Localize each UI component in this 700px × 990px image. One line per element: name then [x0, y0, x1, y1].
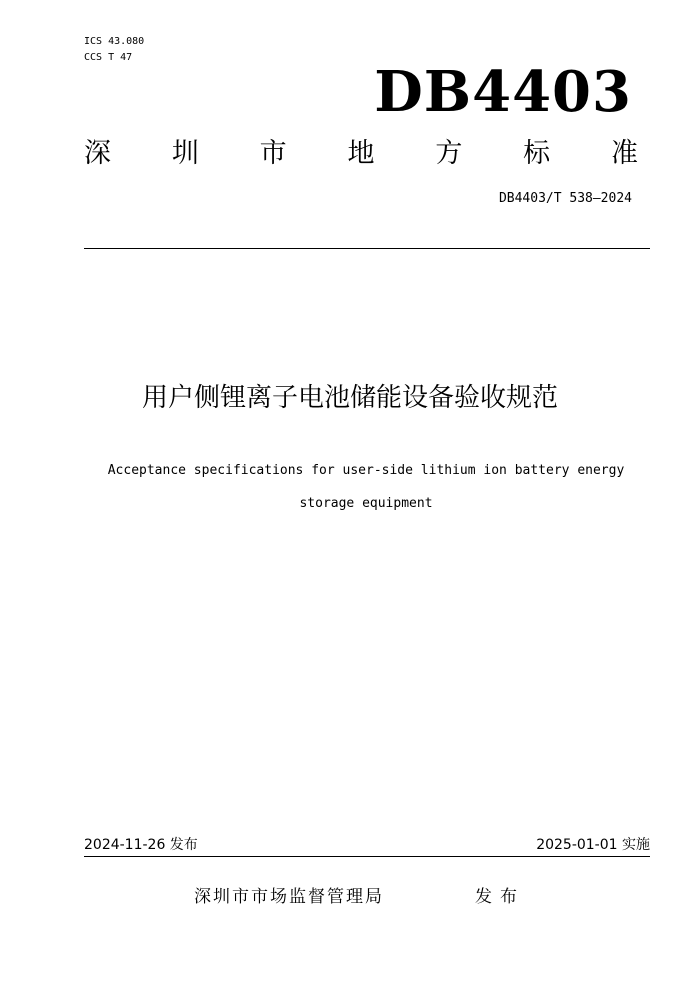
category-char: 圳 [171, 138, 199, 169]
category-char: 方 [435, 138, 463, 169]
footer-divider [84, 856, 650, 857]
issue-date: 2024-11-26 发布 [84, 837, 198, 853]
category-char: 市 [259, 138, 287, 169]
issuing-authority: 深圳市市场监督管理局 [194, 887, 384, 907]
ccs-code: CCS T 47 [84, 52, 133, 63]
standard-category [84, 136, 638, 172]
document-title-chinese: 用户侧锂离子电池储能设备验收规范 [141, 383, 558, 413]
category-char: 地 [347, 138, 375, 169]
ics-code: ICS 43.080 [84, 36, 145, 47]
issue-label: 发布 [475, 887, 525, 907]
standard-code-logo: DB4403 [374, 59, 632, 125]
category-char: 深 [84, 138, 111, 169]
implementation-date: 2025-01-01 实施 [536, 837, 650, 853]
document-title-english-line-2: storage equipment [299, 496, 433, 511]
document-title-english-line-1: Acceptance specifications for user-side lithium ion battery energy [107, 463, 625, 478]
header-divider [84, 248, 650, 249]
category-char: 标 [523, 138, 551, 169]
standard-number: DB4403/T 538—2024 [498, 191, 632, 206]
category-char: 准 [610, 138, 638, 169]
